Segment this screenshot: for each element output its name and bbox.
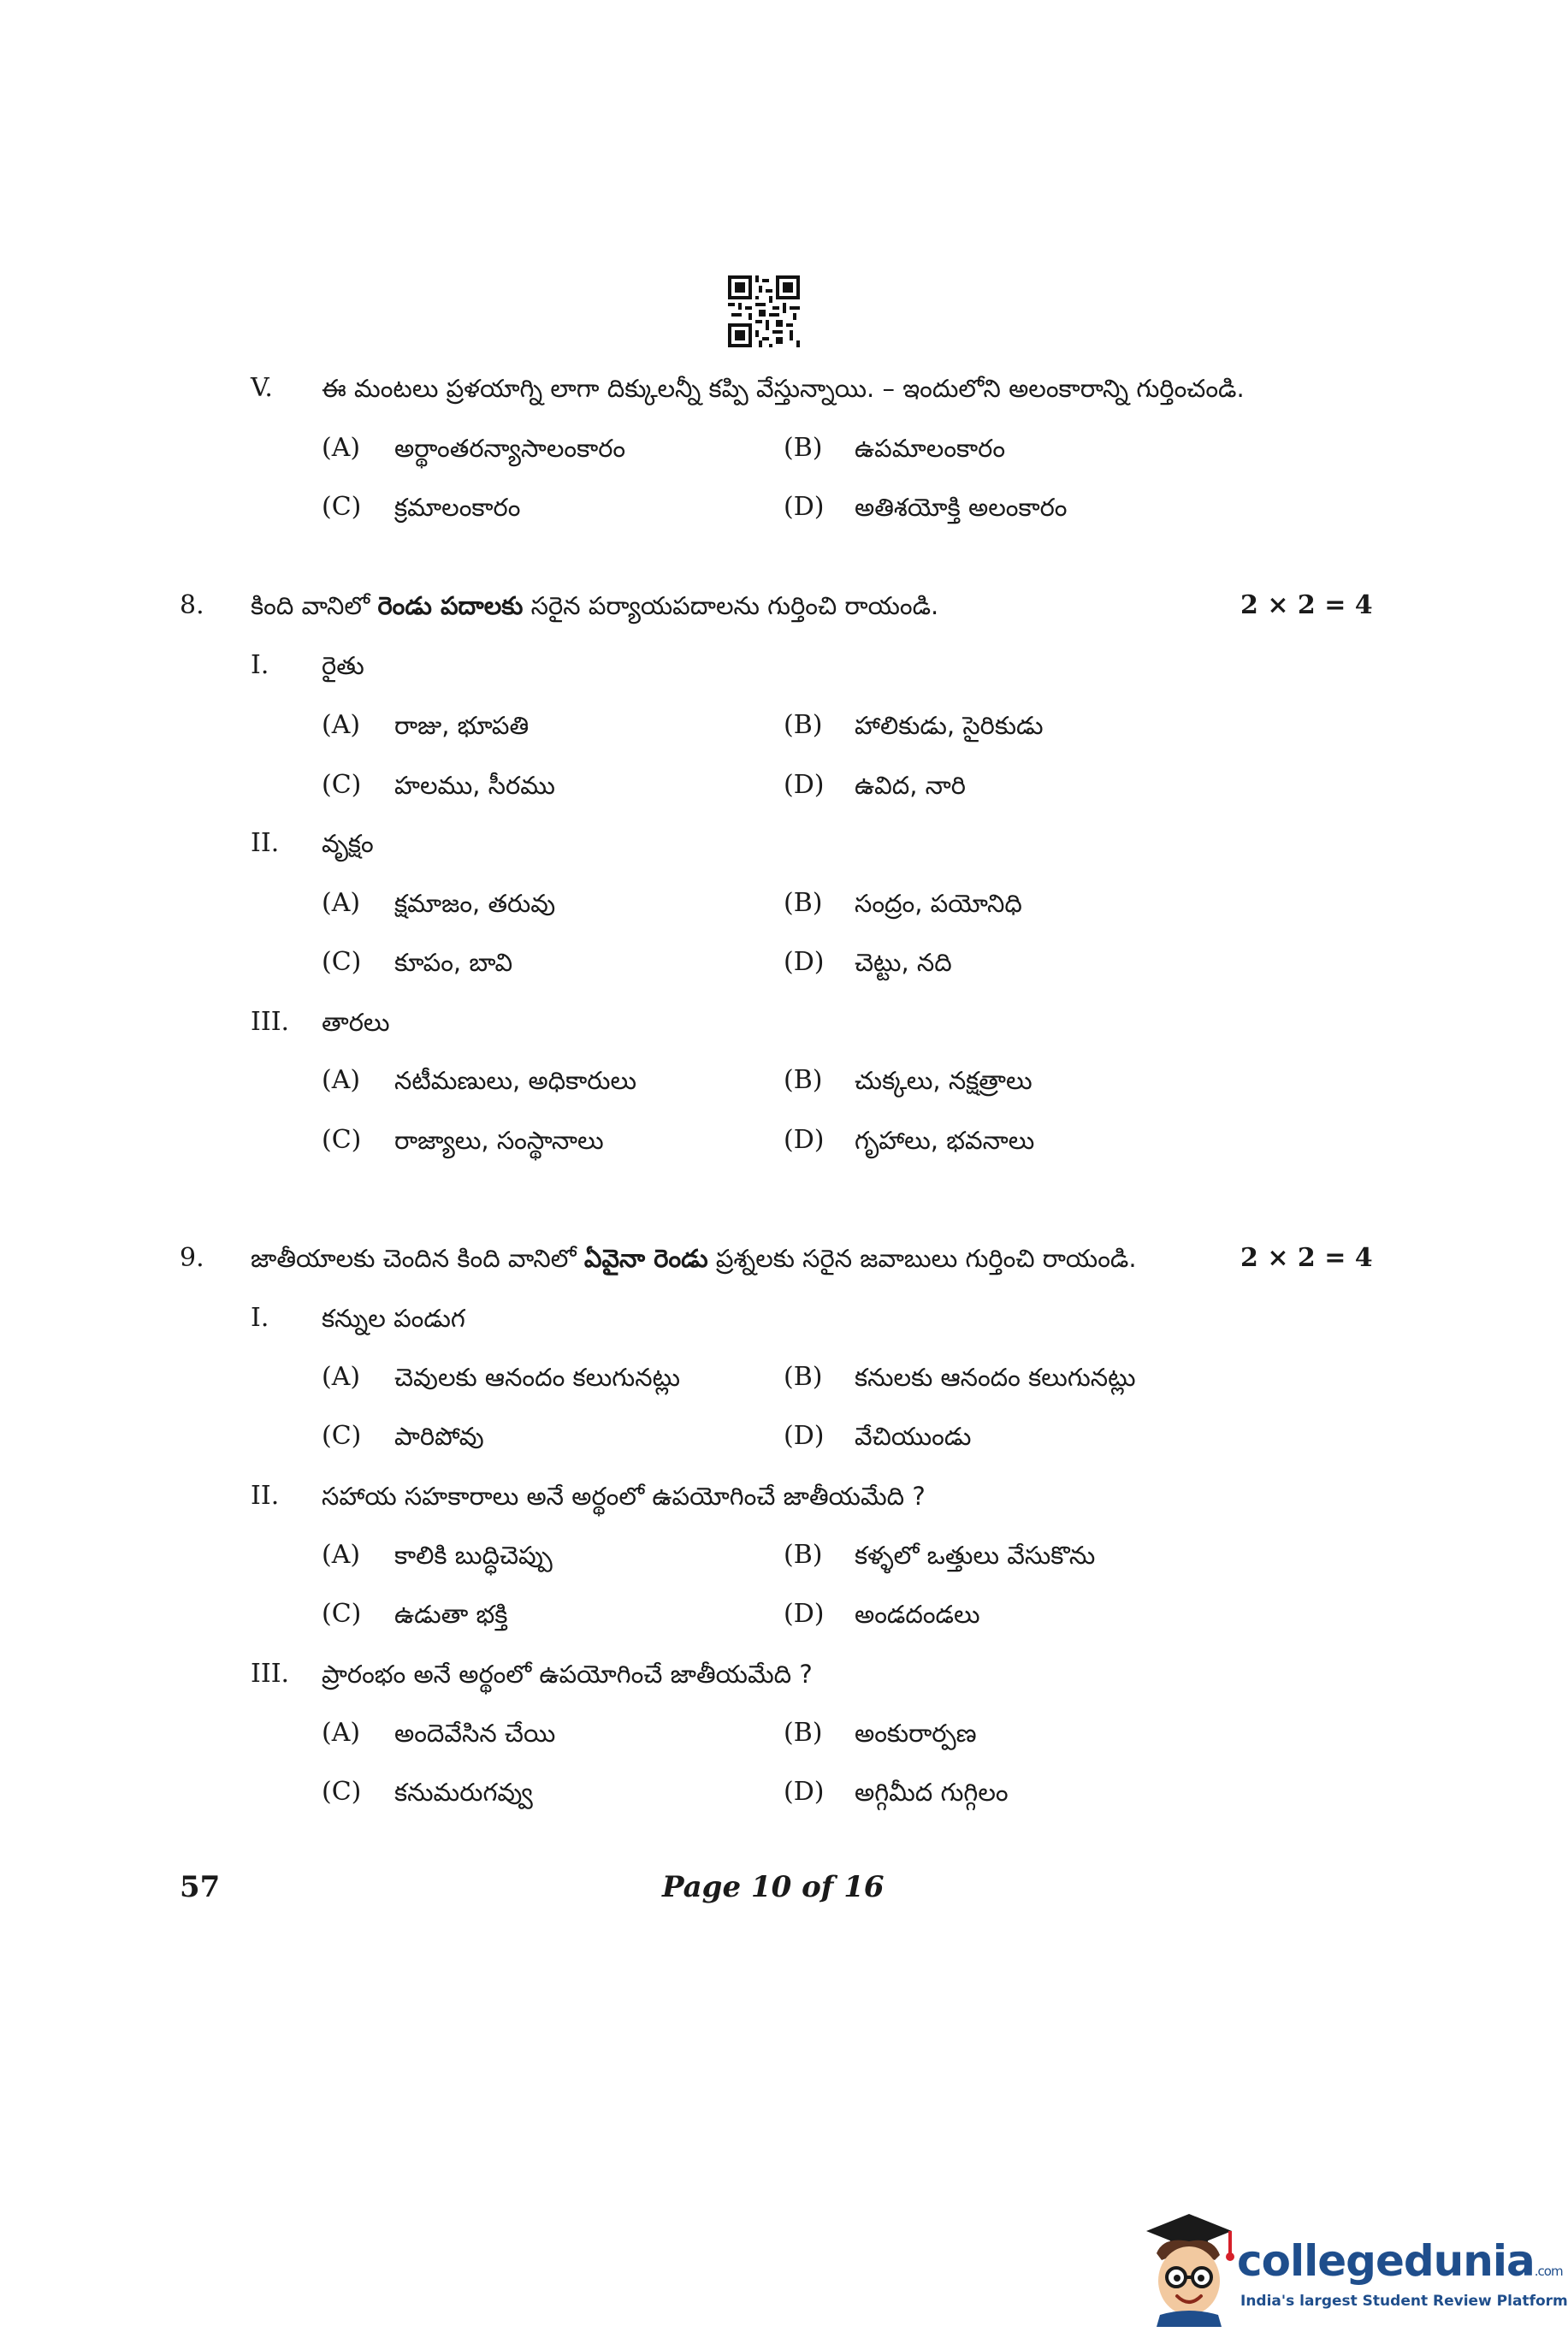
sub-question-roman: III. <box>251 1659 290 1689</box>
option-text: హాలికుడు, సైరికుడు <box>855 711 1044 740</box>
option-text: కనులకు ఆనందం కలుగునట్లు <box>855 1363 1136 1392</box>
option-text: కళ్ళలో ఒత్తులు వేసుకొను <box>855 1541 1096 1570</box>
logo-wordmark: collegedunia <box>1237 2236 1535 2286</box>
sub-question-word: కన్నుల పండుగ <box>322 1304 465 1333</box>
sub-question-text: ఈ మంటలు ప్రళయాగ్ని లాగా దిక్కులన్నీ కప్పి వేస్తున్నాయి. – ఇందులోని అలంకారాన్ని గుర్తించండి. <box>322 374 1245 403</box>
option-letter: (B) <box>784 1065 823 1095</box>
sub-question-word: సహాయ సహకారాలు అనే అర్థంలో ఉపయోగించే జాతీయమేది ? <box>322 1482 926 1511</box>
option-letter: (D) <box>784 947 825 977</box>
option-letter: (D) <box>784 1421 825 1451</box>
sub-question-word: వృక్షం <box>322 829 374 858</box>
option-letter: (B) <box>784 888 823 918</box>
option-letter: (C) <box>322 1125 362 1155</box>
option-letter: (C) <box>322 947 362 977</box>
sub-question-roman: I. <box>251 1303 269 1333</box>
option-letter: (D) <box>784 1599 825 1629</box>
sub-question-roman: III. <box>251 1007 290 1037</box>
question-marks: 2 × 2 = 4 <box>1240 1243 1373 1273</box>
option-text: కనుమరుగవ్వు <box>394 1778 533 1807</box>
option-text: రాజు, భూపతి <box>394 711 530 740</box>
option-text: పారిపోవు <box>394 1422 484 1451</box>
option-text: కాలికి బుద్ధిచెప్పు <box>394 1541 553 1570</box>
option-text: ఉపమాలంకారం <box>855 434 1006 463</box>
question-number: 9. <box>180 1243 204 1273</box>
option-text: వేచియుండు <box>855 1422 972 1451</box>
paper-code: 57 <box>180 1870 221 1904</box>
option-letter: (C) <box>322 1421 362 1451</box>
option-text: అండదండలు <box>855 1600 980 1629</box>
option-text: క్రమాలంకారం <box>394 493 521 522</box>
option-text: నటీమణులు, అధికారులు <box>394 1066 637 1095</box>
option-letter: (A) <box>322 433 361 463</box>
sub-question-roman: II. <box>251 1481 280 1511</box>
option-letter: (C) <box>322 1777 362 1807</box>
option-letter: (B) <box>784 1362 823 1392</box>
option-letter: (C) <box>322 770 362 800</box>
sub-question-roman: V. <box>251 373 273 403</box>
option-text: చుక్కలు, నక్షత్రాలు <box>855 1066 1033 1095</box>
option-letter: (A) <box>322 1540 361 1570</box>
option-letter: (B) <box>784 1718 823 1748</box>
option-text: సంద్రం, పయోనిధి <box>855 889 1022 918</box>
option-letter: (C) <box>322 1599 362 1629</box>
option-text: అంకురార్పణ <box>855 1719 977 1748</box>
qr-code-icon <box>728 275 800 347</box>
option-text: చెవులకు ఆనందం కలుగునట్లు <box>394 1363 680 1392</box>
option-text: రాజ్యాలు, సంస్థానాలు <box>394 1126 604 1155</box>
question-text: కింది వానిలో రెండు పదాలకు సరైన పర్యాయపదాలను గుర్తించి రాయండి. <box>251 591 939 620</box>
option-text: చెట్టు, నది <box>855 948 952 977</box>
logo-suffix: .com <box>1534 2264 1563 2279</box>
option-text: హలము, సీరము <box>394 771 555 800</box>
sub-question-word: తారలు <box>322 1008 390 1037</box>
option-letter: (A) <box>322 1065 361 1095</box>
option-letter: (A) <box>322 1718 361 1748</box>
question-text: జాతీయాలకు చెందిన కింది వానిలో ఏవైనా రెండు ప్రశ్నలకు సరైన జవాబులు గుర్తించి రాయండి. <box>251 1244 1137 1273</box>
option-text: అర్థాంతరన్యాసాలంకారం <box>394 434 626 463</box>
sub-question-word: ప్రారంభం అనే అర్థంలో ఉపయోగించే జాతీయమేది ? <box>322 1660 813 1689</box>
page-number: Page 10 of 16 <box>662 1870 885 1904</box>
option-text: అతిశయోక్తి అలంకారం <box>855 493 1068 522</box>
option-text: ఉడుతా భక్తి <box>394 1600 508 1629</box>
option-letter: (C) <box>322 492 362 522</box>
option-text: అందెవేసిన చేయి <box>394 1719 556 1748</box>
option-letter: (B) <box>784 1540 823 1570</box>
option-letter: (A) <box>322 710 361 740</box>
option-text: కూపం, బావి <box>394 948 513 977</box>
option-letter: (A) <box>322 888 361 918</box>
option-text: క్షమాజం, తరువు <box>394 889 556 918</box>
option-letter: (D) <box>784 492 825 522</box>
option-letter: (B) <box>784 710 823 740</box>
logo-tagline: India's largest Student Review Platform <box>1240 2293 1568 2310</box>
collegedunia-logo <box>1129 2207 1568 2327</box>
sub-question-word: రైతు <box>322 651 364 680</box>
sub-question-roman: II. <box>251 828 280 858</box>
option-text: ఉవిద, నారి <box>855 771 966 800</box>
mascot-icon <box>1129 2207 1240 2327</box>
option-letter: (A) <box>322 1362 361 1392</box>
option-text: గృహాలు, భవనాలు <box>855 1126 1035 1155</box>
option-letter: (D) <box>784 770 825 800</box>
option-text: అగ్గిమీద గుగ్గిలం <box>855 1778 1009 1807</box>
question-number: 8. <box>180 590 204 620</box>
question-marks: 2 × 2 = 4 <box>1240 590 1373 620</box>
option-letter: (D) <box>784 1125 825 1155</box>
option-letter: (B) <box>784 433 823 463</box>
option-letter: (D) <box>784 1777 825 1807</box>
sub-question-roman: I. <box>251 650 269 680</box>
